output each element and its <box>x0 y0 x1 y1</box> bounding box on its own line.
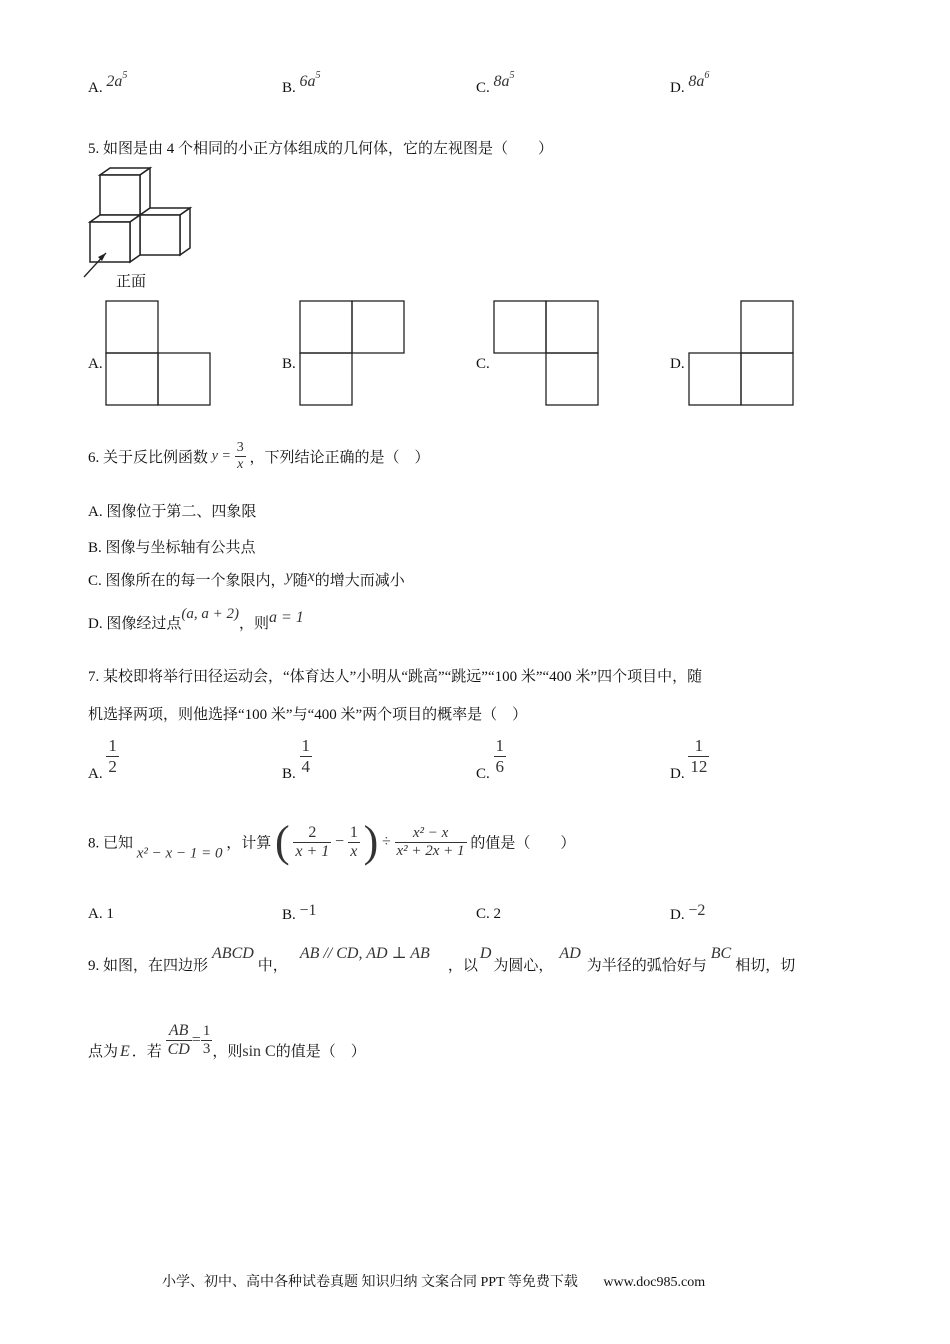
divide-sign: ÷ <box>381 833 391 850</box>
q6-option-d <box>88 606 304 633</box>
q8-suffix: 的值是（ ） <box>470 835 576 852</box>
option-text: 随 <box>292 573 308 589</box>
right-paren: ) <box>363 817 379 866</box>
q9-text: 中， <box>257 958 288 974</box>
q9-text: 的值是（ ） <box>275 1043 366 1060</box>
option-label: D. <box>670 80 685 96</box>
minus-sign: − <box>335 833 345 850</box>
page-footer <box>162 1271 705 1291</box>
q8-fraction-3 <box>395 825 467 860</box>
fraction-denominator: 3 <box>202 1041 211 1057</box>
q4-option-b <box>282 70 321 97</box>
fraction-denominator: x² + 2x + 1 <box>396 842 465 859</box>
option-label: B. <box>282 907 296 923</box>
q6-option-a: A. 图像位于第二、四象限 <box>88 504 257 520</box>
sin-c: sin C <box>242 1042 276 1060</box>
q9-text: 相切，切 <box>735 958 796 974</box>
option-expr: 8a <box>688 73 705 90</box>
q9-line2 <box>88 1022 366 1061</box>
q7-line1: 7. 某校即将举行田径运动会，“体育达人”小明从“跳高”“跳远”“100 米”“400 米”四个项目中，随 <box>88 669 703 685</box>
q9-math: AD <box>559 945 581 962</box>
q5-option-d-label: D. <box>670 356 685 372</box>
fraction-denominator: x + 1 <box>295 842 330 860</box>
q9-math: D <box>479 945 492 962</box>
q7-option-c <box>476 736 506 783</box>
q8-option-b <box>282 902 317 924</box>
fraction-numerator: 1 <box>694 736 704 755</box>
fraction-numerator: 1 <box>301 736 311 755</box>
q5-cube-figure <box>80 165 200 285</box>
q4-option-a <box>88 70 128 97</box>
q9-ratio-value <box>201 1023 213 1058</box>
q9-math: AB // CD, AD ⊥ AB <box>299 945 430 962</box>
q7-option-b <box>282 736 312 783</box>
equation: a = 1 <box>268 609 304 626</box>
option-expr: 2a <box>106 73 123 90</box>
left-paren: ( <box>274 817 290 866</box>
q8-option-a <box>88 906 114 923</box>
footer-site[interactable]: www.doc985.com <box>603 1275 706 1290</box>
option-label: A. <box>88 80 103 96</box>
option-label: D. <box>670 907 685 923</box>
q5-option-a-view <box>105 300 212 407</box>
variable-y: y <box>285 568 293 585</box>
q6-stem <box>88 440 429 473</box>
footer-text: 小学、初中、高中各种试卷真题 知识归纳 文案合同 PPT 等免费下载 <box>162 1275 578 1290</box>
q8-option-d <box>670 902 706 924</box>
fraction-numerator: 1 <box>349 823 358 841</box>
q7-option-a <box>88 736 119 783</box>
q8-prefix: 8. 已知 <box>88 835 134 852</box>
front-label: 正面 <box>116 272 147 290</box>
q6-stem-suffix: ，下列结论正确的是（ ） <box>249 450 430 466</box>
q8-stem <box>88 817 576 866</box>
q7-option-d <box>670 736 709 783</box>
q8-condition: x² − x − 1 = 0 <box>136 845 223 862</box>
q4-option-d <box>670 70 710 97</box>
fraction-denominator: x <box>348 842 360 861</box>
fraction-numerator: 1 <box>108 736 117 755</box>
q9-text: 9. 如图，在四边形 <box>88 958 209 974</box>
option-text: C. 图像所在的每一个象限内， <box>88 573 286 589</box>
q6-func-fraction <box>235 440 246 473</box>
q9-text: ，则 <box>212 1043 243 1060</box>
option-fraction <box>494 736 507 777</box>
q9-math: ABCD <box>212 945 254 962</box>
fraction-numerator: 1 <box>495 736 505 755</box>
option-fraction <box>106 736 119 777</box>
variable-x: x <box>307 568 315 585</box>
option-expr: 8a <box>493 73 510 90</box>
option-label: C. <box>476 80 490 96</box>
q5-option-c-label: C. <box>476 356 490 372</box>
fraction-denominator: 12 <box>690 757 708 776</box>
option-text: D. 图像经过点 <box>88 616 182 632</box>
q8-option-c <box>476 906 501 923</box>
fraction-denominator: 6 <box>495 757 505 776</box>
fraction-numerator: 2 <box>308 823 317 841</box>
option-value: −1 <box>299 902 317 919</box>
q9-ratio-fraction <box>166 1022 192 1059</box>
q8-fraction-2 <box>348 824 360 861</box>
option-text: 的增大而减小 <box>314 573 405 589</box>
option-value: 2 <box>493 906 502 922</box>
option-value: −2 <box>688 902 706 919</box>
option-fraction <box>300 736 313 777</box>
q9-line1 <box>88 945 796 975</box>
equals-sign: = <box>191 1031 201 1049</box>
option-label: B. <box>282 765 296 782</box>
option-exponent: 6 <box>704 70 710 81</box>
q7-line2: 机选择两项，则他选择“100 米”与“400 米”两个项目的概率是（ ） <box>88 707 528 723</box>
option-text: ，则 <box>238 616 269 632</box>
option-label: D. <box>670 765 685 782</box>
q6-stem-prefix: 6. 关于反比例函数 <box>88 450 209 466</box>
option-label: A. <box>88 765 103 782</box>
option-fraction <box>688 736 709 777</box>
q9-text: 点为 <box>88 1043 119 1060</box>
q9-text: 为半径的弧恰好与 <box>586 958 707 974</box>
q5-stem: 5. 如图是由 4 个相同的小正方体组成的几何体，它的左视图是（ ） <box>88 141 554 157</box>
option-label: C. <box>476 765 490 782</box>
q8-mid: ，计算 <box>226 835 272 852</box>
point-e: E <box>120 1042 130 1060</box>
q6-option-c <box>88 569 405 590</box>
fraction-numerator: x² − x <box>412 824 449 841</box>
fraction-denominator: CD <box>167 1041 190 1058</box>
q5-option-c-view <box>493 300 600 407</box>
q4-option-c <box>476 70 515 97</box>
fraction-numerator: 1 <box>202 1023 211 1039</box>
option-exponent: 5 <box>122 70 128 81</box>
option-value: 1 <box>106 906 114 922</box>
q5-option-b-label: B. <box>282 356 296 372</box>
q9-text: ．若 <box>131 1043 162 1060</box>
q5-option-a-label: A. <box>88 356 103 372</box>
q9-text: ，以 <box>447 958 478 974</box>
fraction-denominator: x <box>235 456 246 473</box>
option-label: B. <box>282 80 296 96</box>
q5-option-b-view <box>299 300 406 407</box>
q5-option-d-view <box>688 300 795 407</box>
option-label: C. <box>476 906 490 922</box>
q6-func-y: y = <box>211 448 231 464</box>
option-exponent: 5 <box>509 70 515 81</box>
option-label: A. <box>88 906 103 922</box>
fraction-denominator: 4 <box>301 757 311 776</box>
point-coordinates: (a, a + 2) <box>181 606 239 622</box>
fraction-denominator: 2 <box>108 757 117 776</box>
q8-fraction-1 <box>293 824 331 861</box>
fraction-numerator: 3 <box>236 440 244 455</box>
fraction-numerator: AB <box>168 1022 189 1039</box>
q6-option-b: B. 图像与坐标轴有公共点 <box>88 540 256 556</box>
option-expr: 6a <box>299 73 316 90</box>
q9-text: 为圆心， <box>493 958 554 974</box>
q9-math: BC <box>710 945 732 962</box>
option-exponent: 5 <box>315 70 321 81</box>
